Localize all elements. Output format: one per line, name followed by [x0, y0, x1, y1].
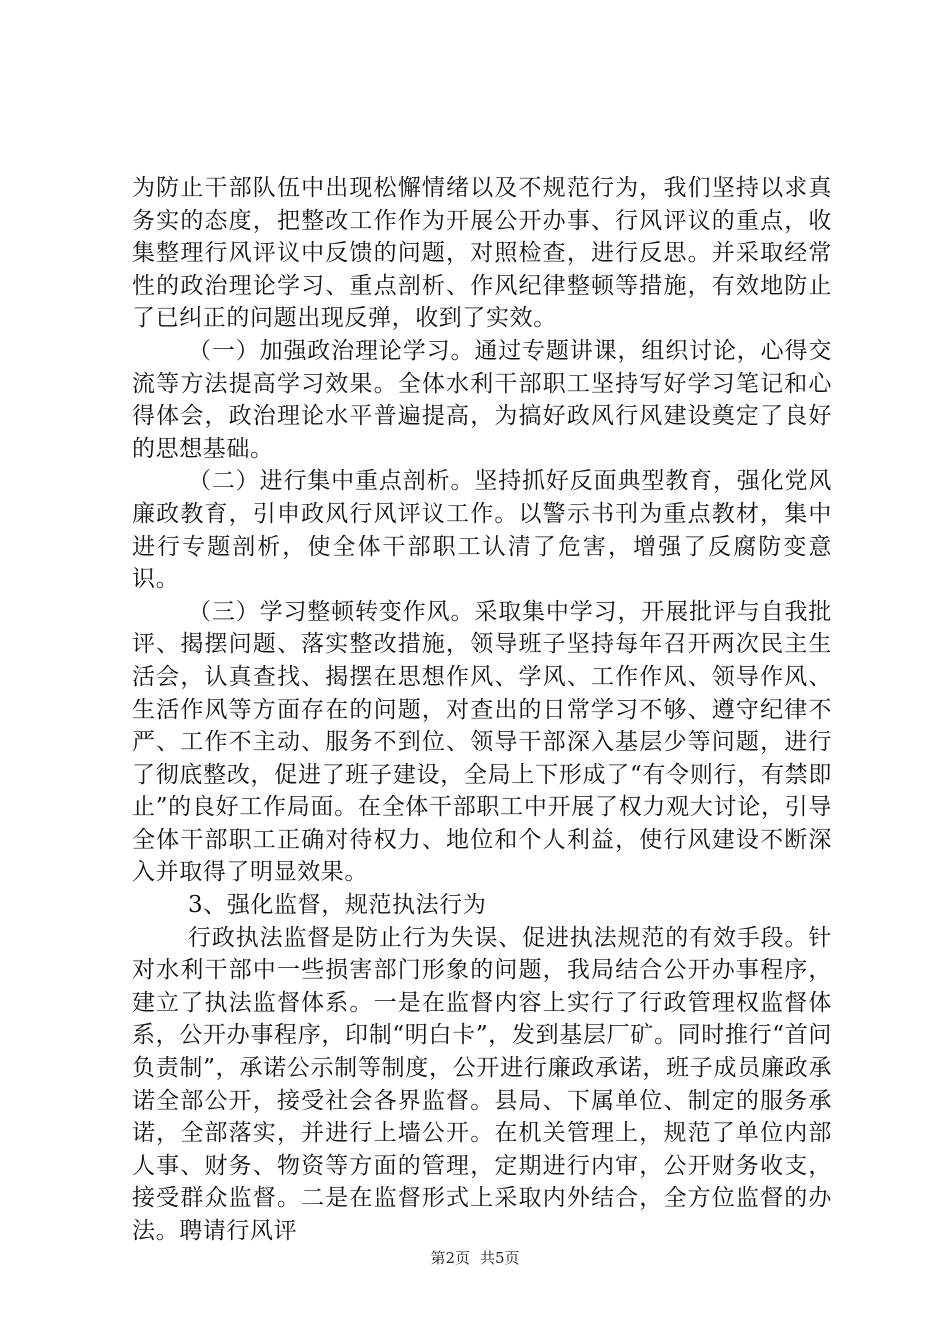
section-heading-supervision: 3、强化监督，规范执法行为: [188, 892, 487, 919]
paragraph-supervision: 行政执法监督是防止行为失误、促进执法规范的有效手段。针对水利干部中一些损害部门形象的问题，我局结合公开办事程序，建立了执法监督体系。一是在监督内容上实行了行政管理权监督体系，公开办事程序，印制“明白卡”，发到基层厂矿。同时推行“首问负责制”，承诺公示制等制度，公开进行廉政承诺，班子成员廉政承诺全部公开，接受社会各界监督。县局、下属单位、制定的服务承诺，全部落实，并进行上墙公开。在机关管理上，规范了单位内部人事、财务、物资等方面的管理，定期进行内审，公开财务收支，接受群众监督。二是在监督形式上采取内外结合，全方位监督的办法。聘请行风评: [132, 924, 832, 1244]
page-total: 共5页: [480, 1249, 520, 1267]
paragraph-intro: 为防止干部队伍中出现松懈情绪以及不规范行为，我们坚持以求真务实的态度，把整改工作作为开展公开办事、行风评议的重点，收集整理行风评议中反馈的问题，对照检查，进行反思。并采取经常性的政治理论学习、重点剖析、作风纪律整顿等措施，有效地防止了已纠正的问题出现反弹，收到了实效。: [132, 175, 832, 332]
page-number: 第2页: [430, 1249, 470, 1267]
document-body: [132, 172, 832, 1248]
paragraph-style-rectification: （三）学习整顿转变作风。采取集中学习，开展批评与自我批评、揭摆问题、落实整改措施，领导班子坚持每年召开两次民主生活会，认真查找、揭摆在思想作风、学风、工作作风、领导作风、生活作风等方面存在的问题，对查出的日常学习不够、遵守纪律不严、工作不主动、服务不到位、领导干部深入基层少等问题，进行了彻底整改，促进了班子建设，全局上下形成了“有令则行，有禁即止”的良好工作局面。在全体干部职工中开展了权力观大讨论，引导全体干部职工正确对待权力、地位和个人利益，使行风建设不断深入并取得了明显效果。: [132, 598, 832, 886]
paragraph-key-analysis: （二）进行集中重点剖析。坚持抓好反面典型教育，强化党风廉政教育，引申政风行风评议工作。以警示书刊为重点教材，集中进行专题剖析，使全体干部职工认清了危害，增强了反腐防变意识。: [132, 468, 832, 593]
page-footer: [0, 1247, 950, 1268]
paragraph-political-study: （一）加强政治理论学习。通过专题讲课，组织讨论，心得交流等方法提高学习效果。全体水利干部职工坚持写好学习笔记和心得体会，政治理论水平普遍提高，为搞好政风行风建设奠定了良好的思想基础。: [132, 337, 832, 462]
